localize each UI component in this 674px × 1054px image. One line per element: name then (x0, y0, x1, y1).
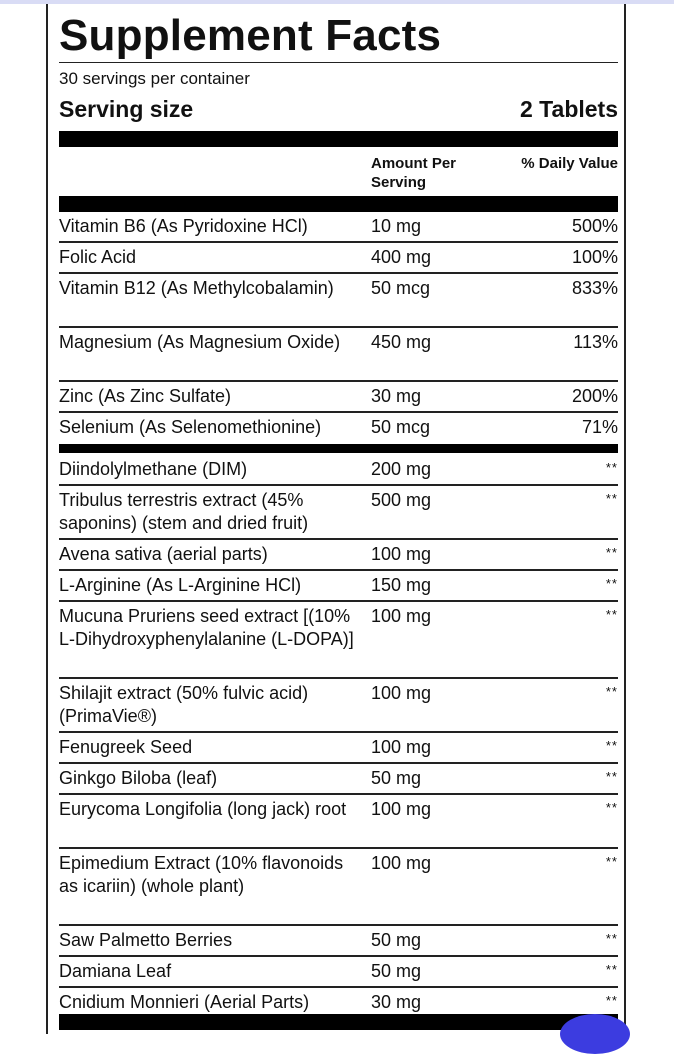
table-row (59, 679, 618, 733)
nutrient-name: Vitamin B6 (As Pyridoxine HCl) (59, 216, 308, 236)
nutrient-name: Magnesium (As Magnesium Oxide) (59, 332, 341, 352)
nutrient-daily-value: 113% (573, 332, 618, 352)
ingredient-amount: 500 mg (371, 490, 432, 510)
nutrient-daily-value: 71% (581, 417, 618, 437)
daily-value-not-established: ** (605, 738, 618, 753)
table-row (59, 795, 618, 849)
servings-per-container: 30 servings per container (59, 69, 250, 88)
daily-value-not-established: ** (605, 684, 618, 699)
ingredient-amount: 200 mg (371, 459, 432, 479)
table-row (59, 926, 618, 957)
nutrient-amount: 10 mg (371, 216, 422, 236)
table-row (59, 413, 618, 444)
title-divider (59, 62, 618, 63)
daily-value-not-established: ** (605, 962, 618, 977)
ingredient-amount: 100 mg (371, 683, 432, 703)
table-row (59, 540, 618, 571)
serving-size-label: Serving size (59, 96, 194, 122)
ingredient-name: Diindolylmethane (DIM) (59, 459, 248, 479)
ingredient-name: Saw Palmetto Berries (59, 930, 233, 950)
ingredient-name: Tribulus terrestris extract (45% saponins) (stem and dried fruit) (59, 490, 309, 533)
table-row (59, 212, 618, 243)
nutrient-name: Folic Acid (59, 247, 137, 267)
supplement-facts-panel (46, 4, 626, 1034)
ingredient-amount: 100 mg (371, 737, 432, 757)
ingredient-amount: 100 mg (371, 799, 432, 819)
nutrient-amount: 30 mg (371, 386, 422, 406)
daily-value-not-established: ** (605, 800, 618, 815)
table-row (59, 764, 618, 795)
nutrient-name: Selenium (As Selenomethionine) (59, 417, 322, 437)
table-row (59, 274, 618, 328)
ingredient-amount: 100 mg (371, 853, 432, 873)
ingredient-name: Cnidium Monnieri (Aerial Parts) (59, 992, 310, 1012)
floating-action-button[interactable] (560, 1014, 630, 1054)
vitamin-mineral-table (59, 212, 618, 444)
ingredient-name: Ginkgo Biloba (leaf) (59, 768, 218, 788)
ingredient-amount: 50 mg (371, 768, 422, 788)
daily-value-not-established: ** (605, 607, 618, 622)
ingredient-name: L-Arginine (As L-Arginine HCl) (59, 575, 302, 595)
ingredient-name: Avena sativa (aerial parts) (59, 544, 268, 564)
ingredient-amount: 50 mg (371, 961, 422, 981)
ingredient-name: Shilajit extract (50% fulvic acid) (PrimaVie®) (59, 683, 309, 726)
table-row (59, 486, 618, 540)
ingredient-name: Damiana Leaf (59, 961, 172, 981)
daily-value-not-established: ** (605, 545, 618, 560)
nutrient-daily-value: 200% (571, 386, 618, 406)
nutrient-amount: 50 mcg (371, 417, 431, 437)
nutrient-daily-value: 500% (571, 216, 618, 236)
daily-value-not-established: ** (605, 931, 618, 946)
serving-size-value: 2 Tablets (520, 96, 618, 122)
table-row (59, 957, 618, 988)
nutrient-name: Zinc (As Zinc Sulfate) (59, 386, 232, 406)
table-row (59, 849, 618, 926)
daily-value-not-established: ** (605, 460, 618, 475)
medium-divider (59, 444, 618, 453)
ingredient-amount: 30 mg (371, 992, 422, 1012)
label-title: Supplement Facts (59, 11, 442, 60)
table-row (59, 602, 618, 679)
nutrient-daily-value: 100% (571, 247, 618, 267)
nutrient-name: Vitamin B12 (As Methylcobalamin) (59, 278, 334, 298)
daily-value-not-established: ** (605, 576, 618, 591)
daily-value-not-established: ** (605, 854, 618, 869)
table-row (59, 382, 618, 413)
nutrient-daily-value: 833% (571, 278, 618, 298)
botanical-table (59, 455, 618, 1019)
ingredient-name: Eurycoma Longifolia (long jack) root (59, 799, 347, 819)
ingredient-amount: 50 mg (371, 930, 422, 950)
ingredient-name: Mucuna Pruriens seed extract [(10% L-Dihydroxyphenylalanine (L-DOPA)] (59, 606, 354, 649)
table-row (59, 455, 618, 486)
table-row (59, 243, 618, 274)
thick-divider (59, 196, 618, 212)
nutrient-amount: 50 mcg (371, 278, 431, 298)
nutrient-amount: 450 mg (371, 332, 432, 352)
ingredient-amount: 150 mg (371, 575, 432, 595)
ingredient-amount: 100 mg (371, 606, 432, 626)
nutrient-amount: 400 mg (371, 247, 432, 267)
thick-divider (59, 131, 618, 147)
daily-value-not-established: ** (605, 769, 618, 784)
ingredient-amount: 100 mg (371, 544, 432, 564)
thick-divider (59, 1014, 618, 1030)
ingredient-name: Fenugreek Seed (59, 737, 193, 757)
table-row (59, 733, 618, 764)
column-header-amount: Amount Per Serving (371, 155, 457, 191)
daily-value-not-established: ** (605, 993, 618, 1008)
column-header-daily-value: % Daily Value (521, 155, 618, 172)
daily-value-not-established: ** (605, 491, 618, 506)
table-row (59, 571, 618, 602)
table-row (59, 328, 618, 382)
ingredient-name: Epimedium Extract (10% flavonoids as icariin) (whole plant) (59, 853, 344, 896)
